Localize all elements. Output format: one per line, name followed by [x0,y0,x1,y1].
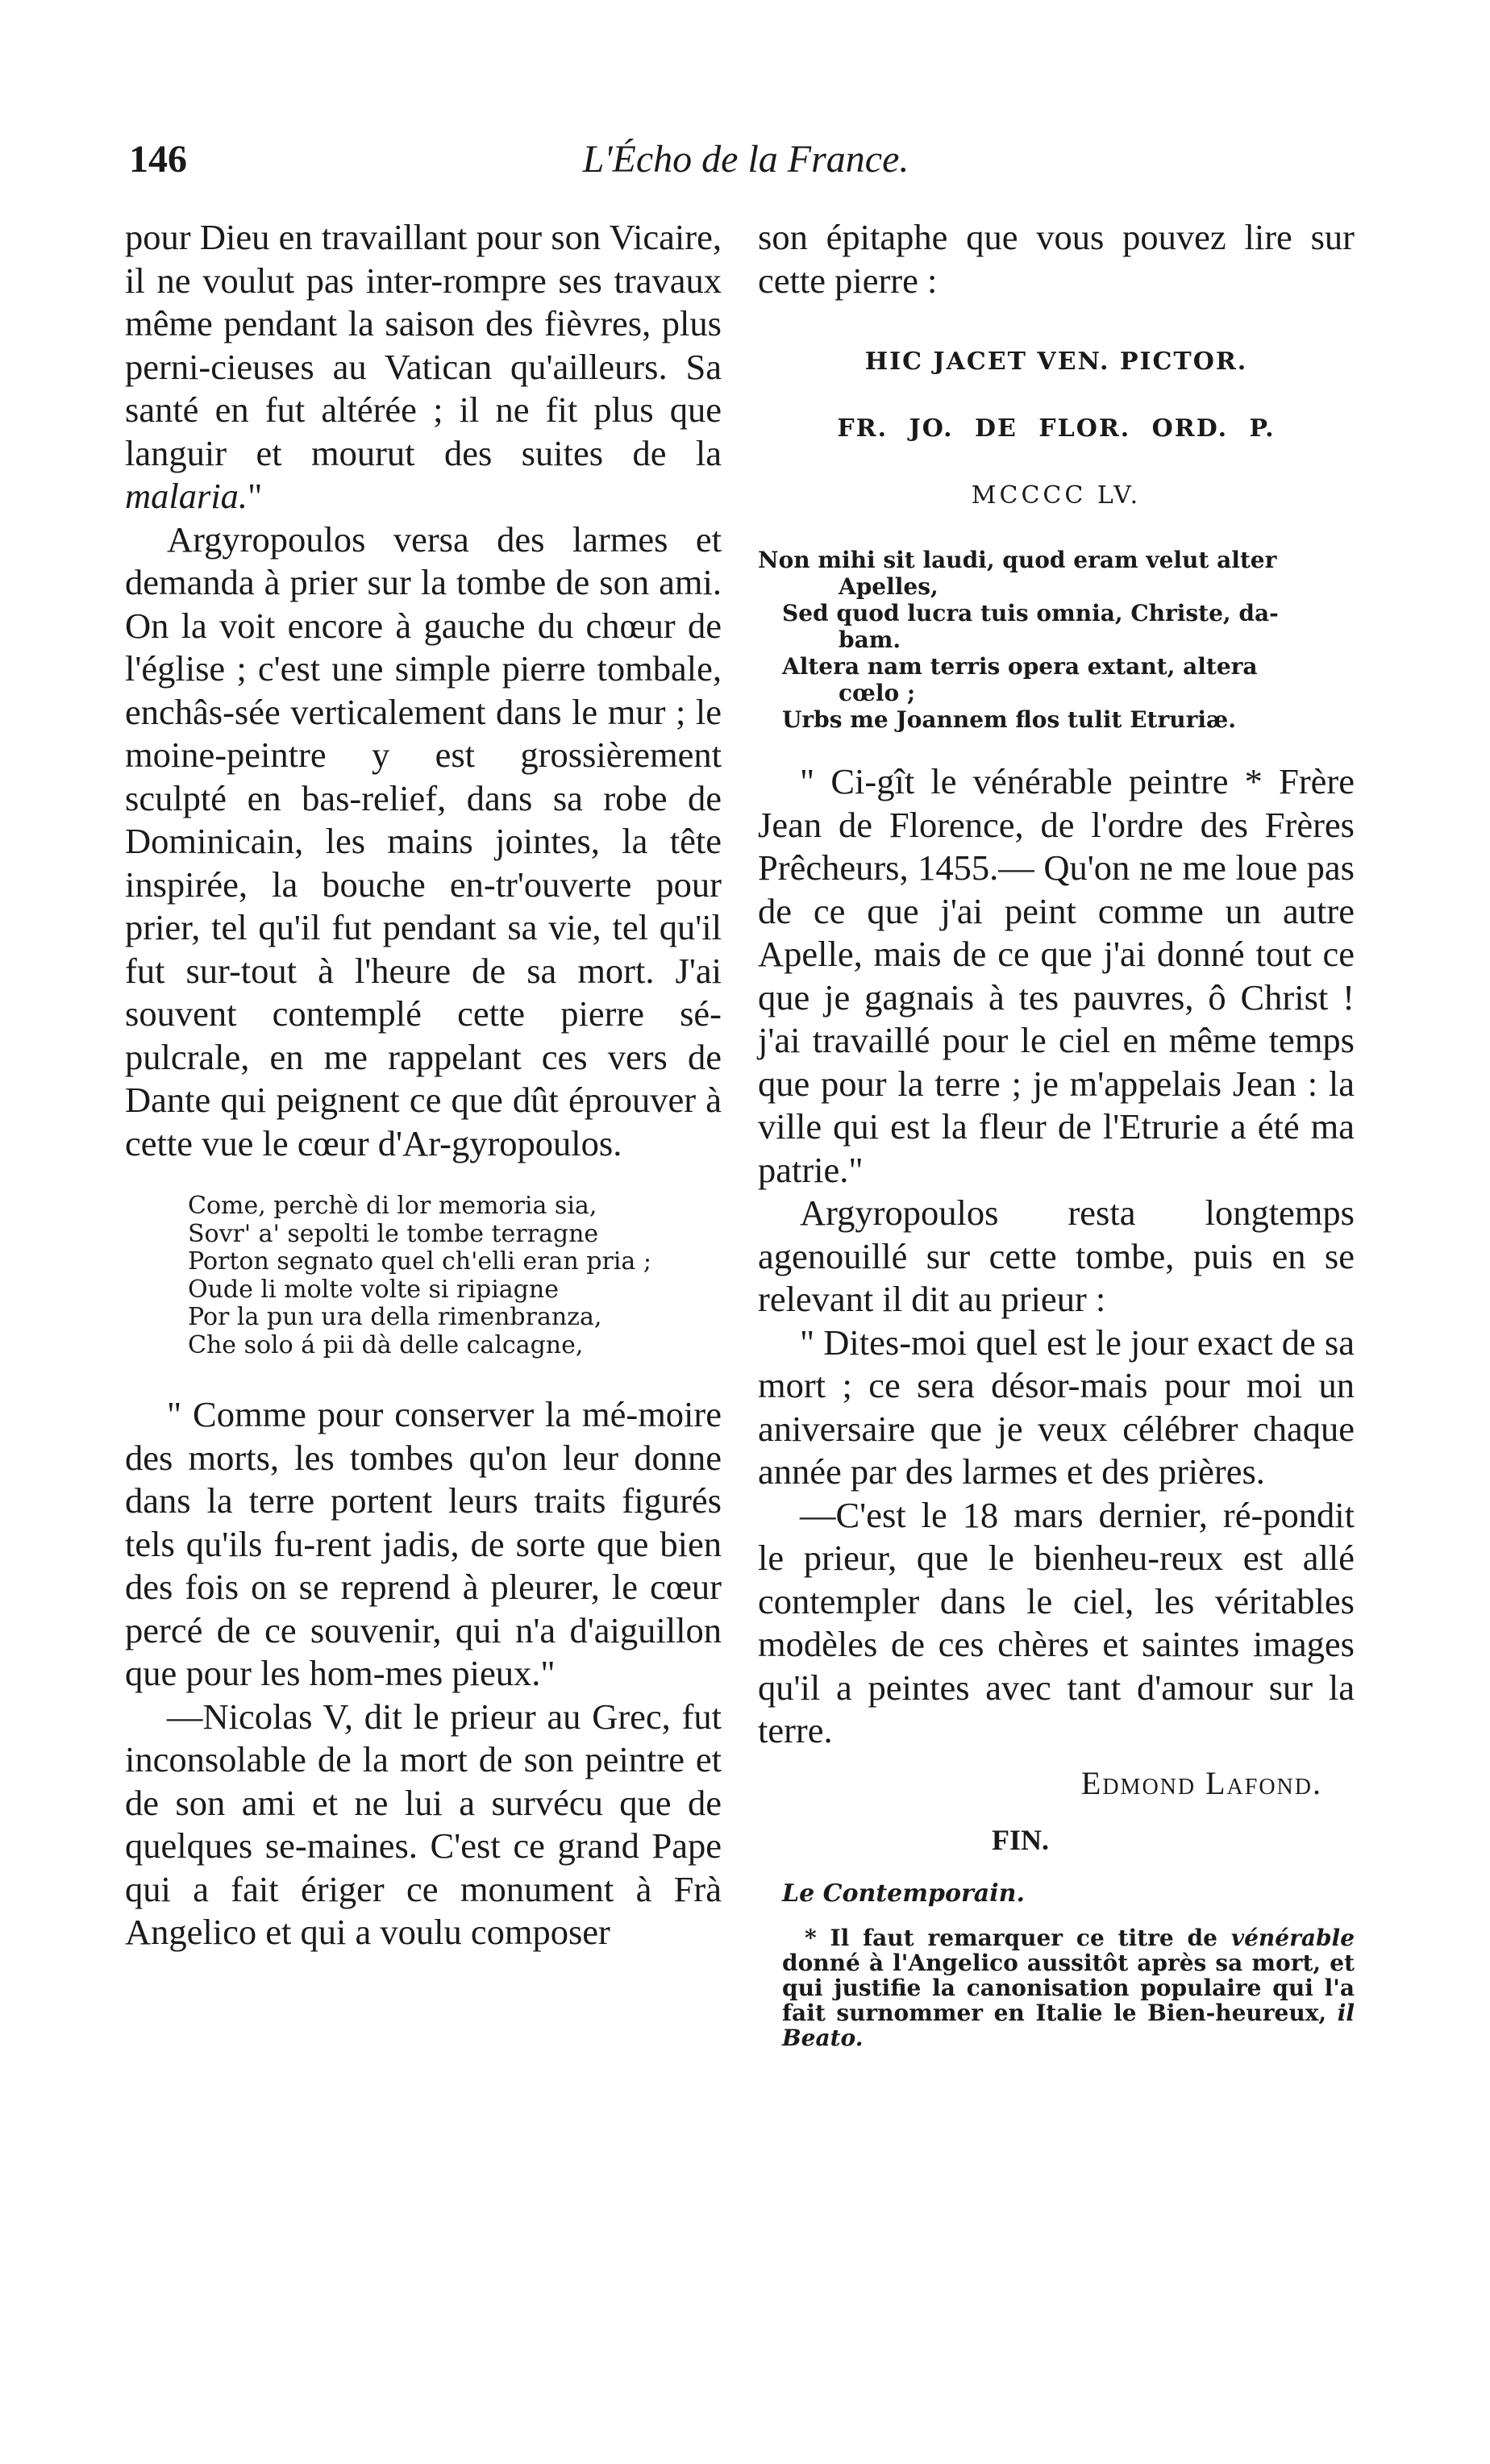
latin-line: Apelles, [839,573,939,600]
paragraph-left-4: —Nicolas V, dit le prieur au Grec, fut inconsolable de la mort de son peintre et de son ami et ne lui a survécu que de quelques se-maines. C'est ce grand Pape qui a fait ériger ce monument à Frà Angelico et qui a voulu composer [125,1696,722,1952]
paragraph-left-3: " Comme pour conserver la mé-moire des morts, les tombes qu'on leur donne dans la terre portent leurs traits figurés tels qu'ils fu-rent jadis, de sorte que bien des fois on se reprend à pleurer, le cœur percé de ce souvenir, qui n'a d'aiguillon que pour les hom-mes pieux." [125,1394,722,1693]
inscription-line: HIC JACET VEN. PICTOR. [864,348,1248,376]
poem-line: Sovr' a' sepolti le tombe terragne [188,1219,599,1248]
dante-poem [188,1192,722,1359]
paragraph-left-1-text: pour Dieu en travaillant pour son Vicaire, il ne voulut pas inter-rompre ses travaux même pendant la saison des fièvres, plus perni-cieuses au Vatican qu'ailleurs. Sa santé en fut altérée ; il ne fit plus que languir et mourut des suites de la [125,217,722,473]
latin-line: Urbs me Joannem flos tulit Etruriæ. [782,706,1237,733]
author-signature: Edmond Lafond. [1080,1764,1322,1801]
source-citation: Le Contemporain. [782,1879,1025,1908]
paragraph-right-3: Argyropoulos resta longtemps agenouillé sur cette tombe, puis en se relevant il dit au prieur : [758,1192,1355,1319]
paragraph-right-2: " Ci-gît le vénérable peintre * Frère Jean de Florence, de l'ordre des Frères Prêcheurs, 1455.— Qu'on ne me loue pas de ce que j'ai peint comme un autre Apelle, mais de ce que j'ai donné tout ce que je gagnais à tes pauvres, ô Christ ! j'ai travaillé pour le ciel en même temps que pour la terre ; je m'appelais Jean : la ville qui est la fleur de l'Etrurie a été ma patrie." [758,761,1355,1190]
poem-line: Porton segnato quel ch'elli eran pria ; [188,1247,651,1276]
paragraph-right-5: —C'est le 18 mars dernier, ré-pondit le prieur, que le bienheu-reux est allé contempler dans le ciel, les véritables modèles de ces chères et saintes images qu'il a peintes avec tant d'amour sur la terre. [758,1494,1355,1750]
footnote-italic-2: il Beato. [782,1999,1355,2051]
poem-line: Por la pun ura della rimenbranza, [188,1303,602,1331]
inscription-line: FR. JO. DE FLOR. ORD. P. [837,414,1276,443]
poem-line: Come, perchè di lor memoria sia, [188,1192,597,1220]
latin-line: Altera nam terris opera extant, altera [782,653,1258,680]
page-number: 146 [129,138,187,181]
paragraph-right-4: " Dites-moi quel est le jour exact de sa mort ; ce sera désor-mais pour moi un aniversaire que je veux célébrer chaque année par des larmes et des prières. [758,1321,1355,1492]
poem-line: Oude li molte volte si ripiagne [188,1275,559,1304]
fin-label: FIN. [992,1823,1049,1856]
paragraph-left-2: Argyropoulos versa des larmes et demanda à prier sur la tombe de son ami. On la voit encore à gauche du chœur de l'église ; c'est une simple pierre tombale, enchâs-sée verticalement dans le mur ; le moine-peintre y est grossièrement sculpté en bas-relief, dans sa robe de Dominicain, les mains jointes, la tête inspirée, la bouche en-tr'ouverte pour prier, tel qu'il fut pendant sa vie, tel qu'il fut sur-tout à l'heure de sa mort. J'ai souvent contemplé cette pierre sé-pulcrale, en me rappelant ces vers de Dante qui peignent ce que dût éprouver à cette vue le cœur d'Ar-gyropoulos. [125,518,722,1163]
latin-epitaph [758,547,1355,733]
latin-line: Sed quod lucra tuis omnia, Christe, da- [782,600,1279,626]
footnote-italic: vénérable [1230,1924,1355,1951]
paragraph-left-1 [125,216,722,518]
footnote [782,1925,1355,2050]
poem-line: Che solo á pii dà delle calcagne, [188,1330,584,1359]
footnote-text-a: * Il faut remarquer ce titre de [805,1924,1217,1951]
paragraph-right-1: son épitaphe que vous pouvez lire sur cette pierre : [758,217,1355,301]
footnote-text-b: donné à l'Angelico aussitôt après sa mort, et qui justifie la canonisation populaire qui l'a fait surnommer en Italie le Bien-heureux, [782,1949,1355,2026]
latin-line: cœlo ; [839,680,916,706]
closing-quote: " [248,476,263,516]
latin-line: bam. [839,626,901,653]
running-title: L'Écho de la France. [582,138,909,181]
inscription-line: MCCCC LV. [971,481,1142,510]
right-column [758,216,1355,2050]
page-header [129,137,1363,185]
left-column [125,216,722,1954]
italic-malaria: malaria. [125,476,248,516]
latin-line: Non mihi sit laudi, quod eram velut alter [758,547,1277,573]
